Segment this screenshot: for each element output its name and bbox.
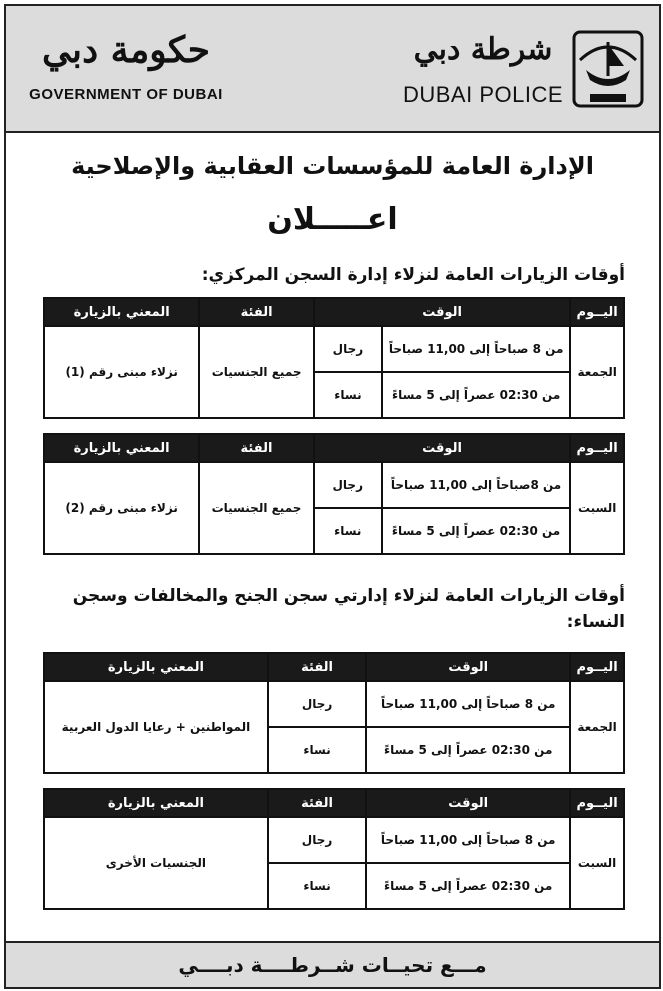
men-cell: رجال [268,817,366,863]
schedule-table-citizens-arab [43,652,625,774]
table-row [44,462,624,508]
header-time: الوقت [314,434,571,462]
table-header-row [44,298,624,326]
day-cell: السبت [570,462,624,554]
header-day: اليــوم [570,298,624,326]
header-banner [6,6,659,133]
day-cell: الجمعة [570,326,624,418]
women-cell: نساء [268,863,366,909]
schedule-table-other-nationalities [43,788,625,910]
section-central-prison-title: أوقات الزيارات العامة لنزلاء إدارة السجن المركزي: [201,265,625,285]
time-women-cell: من 02:30 عصراً إلى 5 مساءً [382,508,571,554]
time-men-cell: من 8 صباحاً إلى 11,00 صباحاً [366,817,570,863]
schedule-table-building-1 [43,297,625,419]
police-logo-arabic: شرطة دبي [413,32,553,67]
table-header-row [44,434,624,462]
table-row [44,326,624,372]
section-misdemeanor-women-prison-title: أوقات الزيارات العامة لنزلاء إدارتي سجن الجنح والمخالفات وسجن النساء: [72,586,625,632]
time-men-cell: من 8 صباحاً إلى 11,00 صباحاً [382,326,570,372]
police-logo-english: DUBAI POLICE [402,82,564,107]
concerned-cell: نزلاء مبنى رقم (1) [44,326,199,418]
header-time: الوقت [366,789,570,817]
women-cell: نساء [314,508,382,554]
government-logo-arabic: حكومة دبي [42,29,210,71]
men-cell: رجال [314,462,382,508]
time-women-cell: من 02:30 عصراً إلى 5 مساءً [366,727,570,773]
header-time: الوقت [366,653,570,681]
header-concerned: المعني بالزيارة [44,789,268,817]
men-cell: رجال [314,326,382,372]
day-cell: السبت [570,817,624,909]
table-header-row [44,789,624,817]
announcement-page [4,4,661,989]
header-time: الوقت [314,298,570,326]
men-cell: رجال [268,681,366,727]
header-day: اليــوم [570,434,624,462]
dubai-police-logo [398,28,568,113]
government-logo-english: GOVERNMENT OF DUBAI [29,86,223,103]
group-cell: جميع الجنسيات [199,462,314,554]
time-men-cell: من 8صباحاً إلى 11,00 صباحاً [382,462,571,508]
group-cell: جميع الجنسيات [199,326,314,418]
time-women-cell: من 02:30 عصراً إلى 5 مساءً [382,372,570,418]
header-day: اليــوم [570,653,624,681]
concerned-cell: نزلاء مبنى رقم (2) [44,462,199,554]
table-header-row [44,653,624,681]
header-category: الفئة [268,653,366,681]
schedule-table-building-2 [43,433,625,555]
table-row [44,817,624,863]
header-concerned: المعني بالزيارة [44,434,199,462]
header-category: الفئة [199,298,314,326]
header-concerned: المعني بالزيارة [44,298,199,326]
time-women-cell: من 02:30 عصراً إلى 5 مساءً [366,863,570,909]
header-category: الفئة [268,789,366,817]
announcement-title: اعـــــلان [267,202,398,237]
dubai-police-emblem-icon [572,30,644,108]
footer-regards: مـــع تحيــات شــرطــــة دبــــي [6,941,659,987]
header-concerned: المعني بالزيارة [44,653,268,681]
day-cell: الجمعة [570,681,624,773]
concerned-cell: المواطنين + رعايا الدول العربية [44,681,268,773]
header-category: الفئة [199,434,314,462]
women-cell: نساء [314,372,382,418]
concerned-cell: الجنسيات الأخرى [44,817,268,909]
government-of-dubai-logo [26,28,226,113]
header-day: اليــوم [570,789,624,817]
women-cell: نساء [268,727,366,773]
table-row [44,681,624,727]
organization-title: الإدارة العامة للمؤسسات العقابية والإصلاحية [71,152,594,180]
time-men-cell: من 8 صباحاً إلى 11,00 صباحاً [366,681,570,727]
